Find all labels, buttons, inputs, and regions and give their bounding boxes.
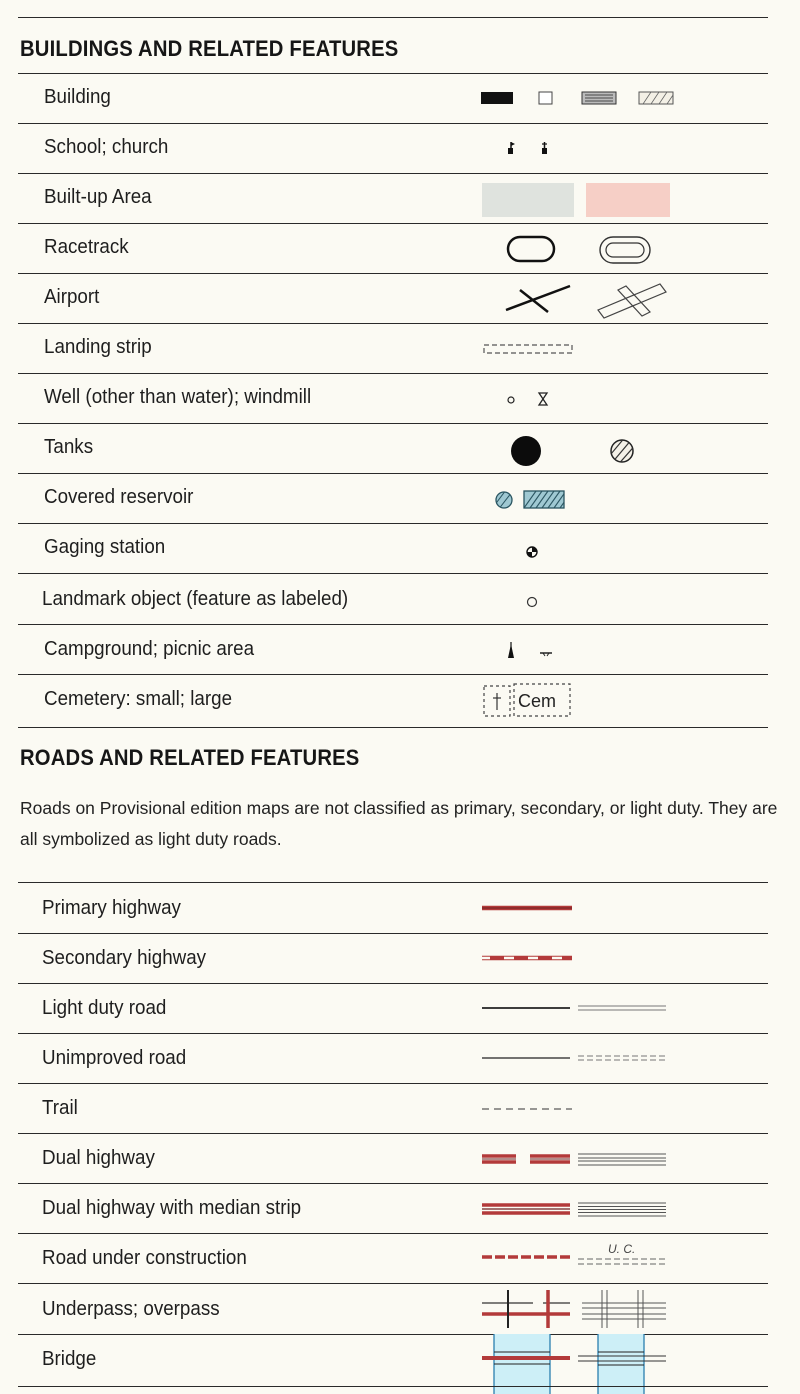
bridge-icon	[478, 1334, 670, 1394]
legend-label-well-windmill: Well (other than water); windmill	[44, 386, 312, 408]
airport-icon	[500, 278, 680, 322]
row-divider	[18, 73, 768, 74]
school-church-icon	[504, 138, 564, 160]
row-divider	[18, 674, 768, 675]
legend-label-tanks: Tanks	[44, 436, 94, 458]
campground-icon	[500, 638, 560, 664]
dual-highway-line	[478, 1150, 670, 1168]
legend-label-landmark-object: Landmark object (feature as labeled)	[42, 588, 349, 610]
row-divider	[18, 933, 768, 934]
row-divider	[18, 1083, 768, 1084]
legend-label-school-church: School; church	[44, 136, 169, 158]
row-divider	[18, 173, 768, 174]
row-divider	[18, 1133, 768, 1134]
row-divider	[18, 323, 768, 324]
row-divider	[18, 573, 768, 574]
row-divider	[18, 1033, 768, 1034]
section-title-buildings: BUILDINGS AND RELATED FEATURES	[20, 36, 399, 61]
legend-label-dual-highway: Dual highway	[42, 1147, 155, 1169]
legend-label-primary-highway: Primary highway	[42, 897, 181, 919]
legend-label-dual-highway-median: Dual highway with median strip	[42, 1197, 302, 1219]
legend-label-secondary-highway: Secondary highway	[42, 947, 207, 969]
gaging-station-icon	[520, 540, 544, 564]
construction-uc-text: U. C.	[608, 1242, 636, 1256]
legend-label-building: Building	[44, 86, 111, 108]
legend-label-landing-strip: Landing strip	[44, 336, 152, 358]
underpass-overpass-icon	[478, 1286, 670, 1332]
row-divider	[18, 727, 768, 728]
racetrack-icon	[500, 233, 660, 267]
legend-label-airport: Airport	[44, 286, 100, 308]
cemetery-icon	[480, 680, 580, 720]
legend-label-unimproved-road: Unimproved road	[42, 1047, 187, 1069]
row-divider	[18, 373, 768, 374]
covered-reservoir-icon	[490, 488, 580, 512]
built-up-area-swatch	[480, 181, 680, 219]
row-divider	[18, 523, 768, 524]
building-icon	[475, 88, 685, 110]
well-windmill-icon	[500, 388, 560, 410]
legend-label-racetrack: Racetrack	[44, 236, 129, 258]
roads-note: Roads on Provisional edition maps are not classified as primary, secondary, or light duty. They are all symbolized as light duty roads.	[20, 798, 778, 849]
row-divider	[18, 1283, 768, 1284]
dual-highway-median-line	[478, 1200, 670, 1218]
top-rule	[18, 17, 768, 18]
row-divider	[18, 882, 768, 883]
legend-label-covered-reservoir: Covered reservoir	[44, 486, 194, 508]
secondary-highway-line	[478, 950, 578, 966]
tanks-icon	[500, 432, 650, 470]
primary-highway-line	[478, 900, 578, 916]
light-duty-road-line	[478, 1000, 670, 1016]
row-divider	[18, 123, 768, 124]
road-construction-line	[478, 1238, 670, 1272]
row-divider	[18, 473, 768, 474]
row-divider	[18, 223, 768, 224]
row-divider	[18, 1386, 768, 1387]
legend-label-bridge: Bridge	[42, 1348, 97, 1370]
legend-label-underpass-overpass: Underpass; overpass	[42, 1298, 220, 1320]
legend-label-road-under-construction: Road under construction	[42, 1247, 247, 1269]
legend-label-gaging-station: Gaging station	[44, 536, 166, 558]
legend-label-trail: Trail	[42, 1097, 78, 1119]
trail-line	[478, 1101, 578, 1117]
cemetery-cem-text: Cem	[518, 691, 557, 711]
landing-strip-icon	[480, 342, 580, 358]
legend-label-cemetery: Cemetery: small; large	[44, 688, 233, 710]
legend-label-campground-picnic: Campground; picnic area	[44, 638, 255, 660]
row-divider	[18, 624, 768, 625]
row-divider	[18, 273, 768, 274]
row-divider	[18, 1183, 768, 1184]
unimproved-road-line	[478, 1050, 670, 1066]
legend-label-light-duty-road: Light duty road	[42, 997, 167, 1019]
row-divider	[18, 1233, 768, 1234]
row-divider	[18, 423, 768, 424]
legend-label-built-up-area: Built-up Area	[44, 186, 152, 208]
section-title-roads: ROADS AND RELATED FEATURES	[20, 745, 360, 770]
row-divider	[18, 983, 768, 984]
landmark-icon	[522, 592, 542, 612]
